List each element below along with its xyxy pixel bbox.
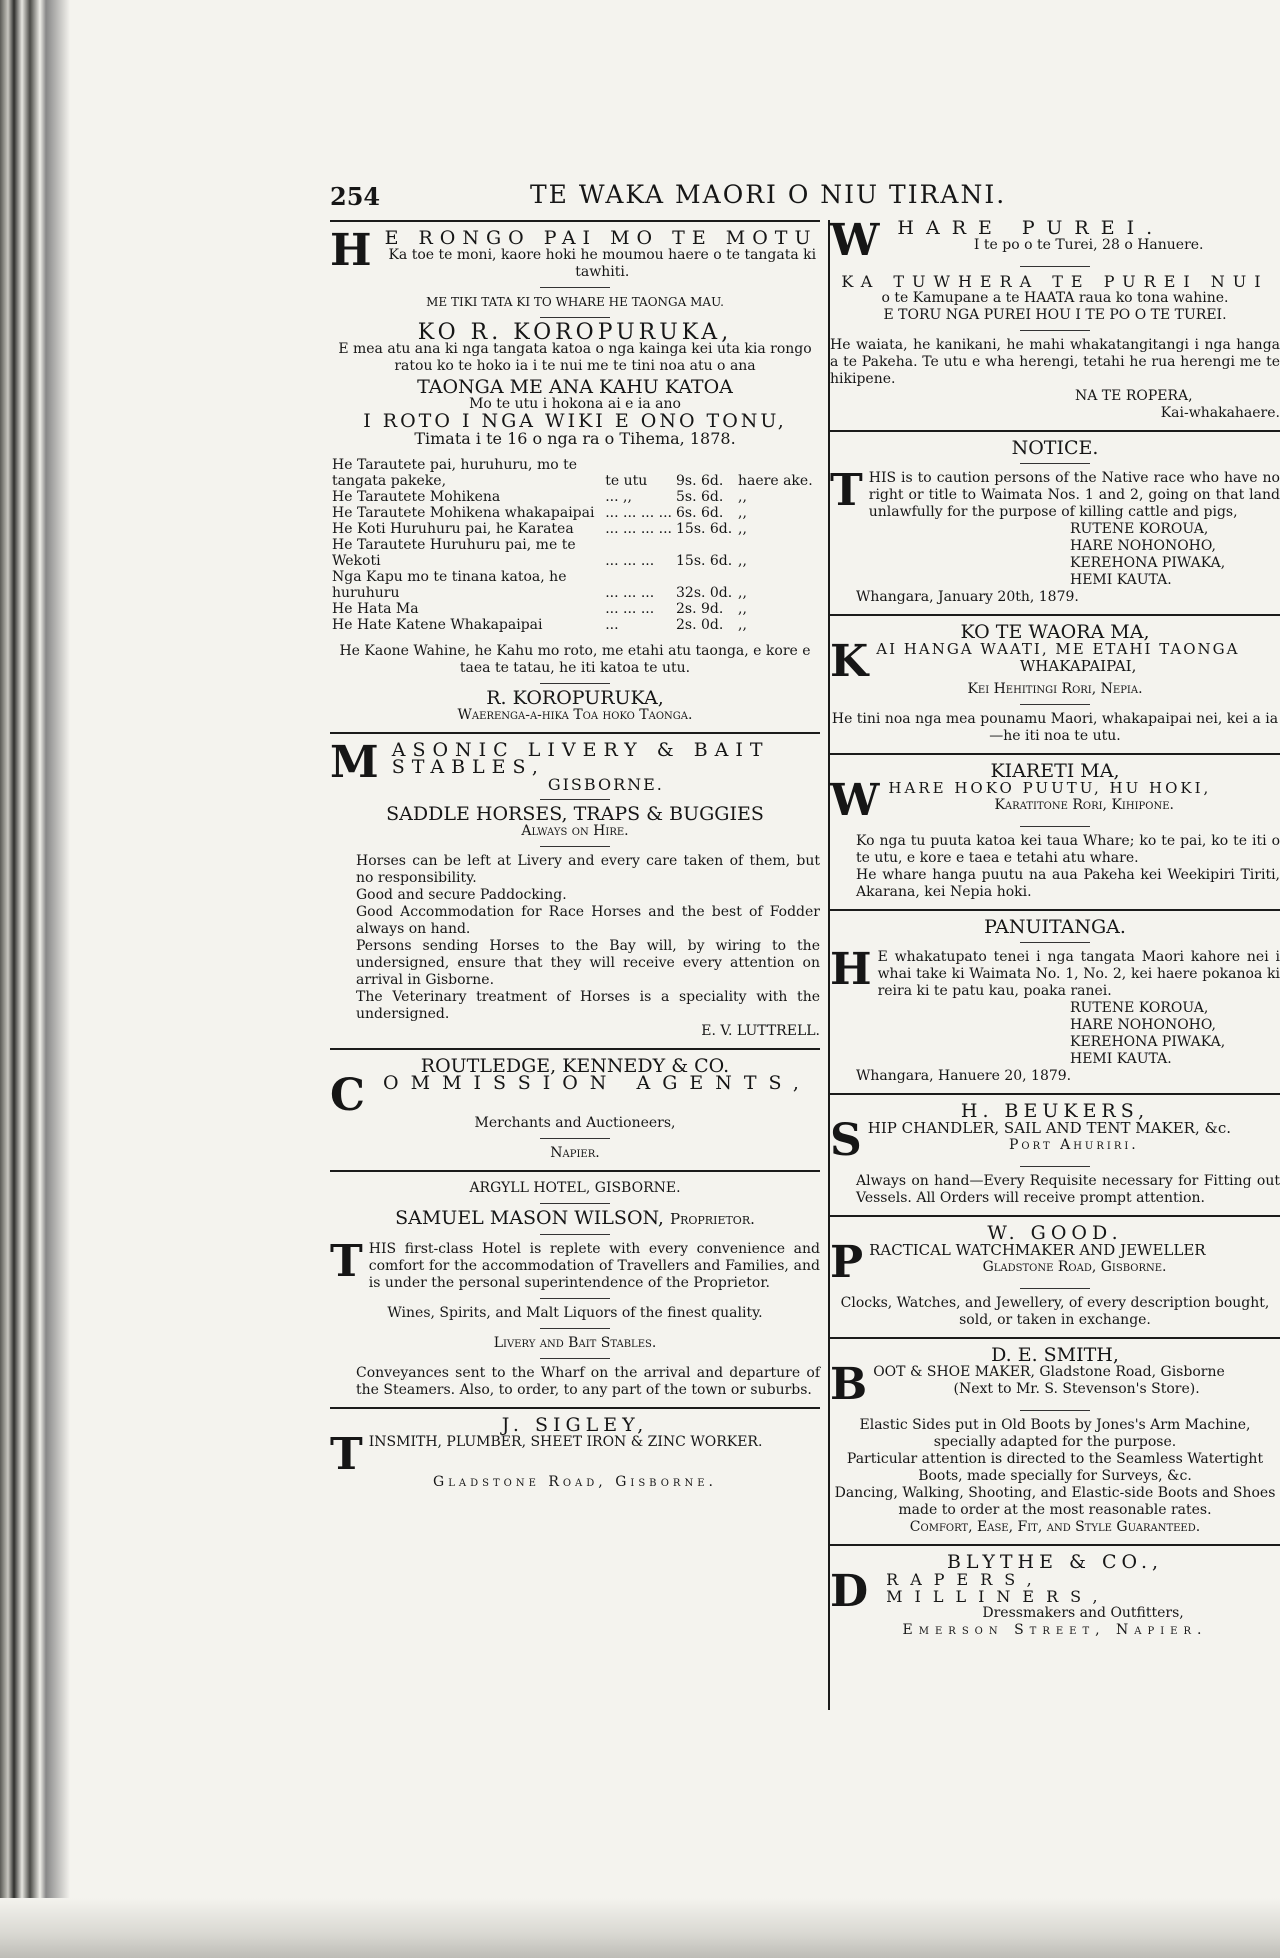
page-binding-edge (0, 0, 92, 1958)
signatory: RUTENE KOROUA, (1070, 1000, 1209, 1016)
notice-title: NOTICE. (1011, 437, 1099, 459)
ad-line: HIP CHANDLER, SAIL AND TENT MAKER, &c. (867, 1119, 1231, 1137)
ad-address: Karatitone Rori, Kihipone. (994, 797, 1174, 813)
ad-title: H. BEUKERS, (960, 1100, 1150, 1122)
ad-line: The Veterinary treatment of Horses is a speciality with the undersigned. (356, 989, 820, 1022)
drop-cap: C (330, 1070, 378, 1121)
ad-title: BLYTHE & CO., (946, 1551, 1164, 1573)
item-note: ,, (738, 601, 747, 617)
item-dots: te utu (605, 473, 648, 489)
ad-body: Ko nga tu puuta katoa kei taua Whare; ko te pai, ko te iti o te utu, e kore e taea e tetahi atu whare. (856, 833, 1280, 866)
item-price: 32s. 0d. (676, 585, 733, 601)
page-number: 254 (330, 182, 381, 211)
right-column (830, 215, 1280, 1639)
signatory: HEMI KAUTA. (1070, 572, 1172, 588)
ad-line: Particular attention is directed to the Seamless Watertight Boots, made specially for Surveys, &c. (846, 1451, 1264, 1484)
drop-cap: T (330, 1429, 363, 1480)
drop-cap: B (830, 1359, 868, 1410)
panui-body: E whakatupato tenei i nga tangata Maori kahore nei i whai take ki Waimata No. 1, No. 2, kei haere pokanoa ki reira ki te patu kau, poaka ranei. (877, 949, 1280, 999)
signatory: KEREHONA PIWAKA, (1070, 1034, 1226, 1050)
ad-line: Merchants and Auctioneers, (474, 1115, 676, 1131)
item-note: ,, (738, 521, 747, 537)
item-name: He Tarautete Huruhuru pai, me te Wekoti (332, 537, 576, 569)
signatory: KEREHONA PIWAKA, (1070, 555, 1226, 571)
notice-body: HIS is to caution persons of the Native race who have no right or title to Waimata Nos. 1 and 2, going on that land unlawfully for the purpose of killing cattle and pigs, (868, 470, 1280, 520)
ad-signature: E. V. LUTTRELL. (701, 1023, 820, 1039)
ad-line: RAPERS, MILLINERS, (886, 1570, 1110, 1606)
ad-body: He waiata, he kanikani, he mahi whakatangitangi i nga hanga a te Pakeha. Te utu e wha herengi, tetahi he rua herengi me te hikipene. (830, 337, 1280, 387)
ad-line: Livery and Bait Stables. (493, 1335, 657, 1351)
drop-cap: W (830, 215, 892, 266)
signatory: HARE NOHONOHO, (1070, 1017, 1216, 1033)
ad-argyll-hotel (330, 1180, 820, 1399)
ad-line: Horses can be left at Livery and every care taken of them, but no responsibility. (356, 853, 820, 886)
item-dots: ... ... ... ... (605, 521, 672, 537)
ad-sign: NA TE ROPERA, (1075, 388, 1193, 404)
ad-sigley (330, 1414, 820, 1491)
ad-title: W. GOOD. (987, 1222, 1123, 1244)
ad-line: Elastic Sides put in Old Boots by Jones's Arm Machine, specially adapted for the purpose. (859, 1417, 1251, 1450)
ad-heading: SADDLE HORSES, TRAPS & BUGGIES (386, 803, 764, 825)
panui-date: Whangara, Hanuere 20, 1879. (856, 1068, 1072, 1084)
ad-masonic-stables (330, 737, 820, 1040)
item-name: He Koti Huruhuru pai, he Karatea (332, 521, 574, 537)
price-row (330, 505, 820, 521)
left-column (330, 220, 830, 1710)
notice (830, 437, 1280, 606)
goods-heading: TAONGA ME ANA KAHU KATOA (417, 376, 733, 398)
price-row (330, 601, 820, 617)
ad-body: He tini noa nga mea pounamu Maori, whakapaipai nei, kei a ia—he iti noa te utu. (831, 711, 1279, 744)
signatory: HEMI KAUTA. (1070, 1051, 1172, 1067)
ad-place: Napier. (550, 1145, 600, 1161)
ad-line: Dancing, Walking, Shooting, and Elastic-side Boots and Shoes made to order at the most reasonable rates. (834, 1485, 1276, 1518)
ad-footer: He Kaone Wahine, he Kahu mo roto, me etahi atu taonga, e kore e taea te tatau, he iti katoa te utu. (339, 643, 811, 676)
ad-sub: o te Kamupane a te HAATA raua ko tona wahine. (881, 290, 1229, 306)
item-price: 15s. 6d. (676, 553, 733, 569)
ad-waora (830, 621, 1280, 745)
proprietor-role: Proprietor. (670, 1210, 755, 1228)
price-row (330, 457, 820, 489)
item-price: 2s. 0d. (676, 617, 724, 633)
item-note: ,, (738, 553, 747, 569)
item-price: 5s. 6d. (676, 489, 724, 505)
start-date: Timata i te 16 o nga ra o Tihema, 1878. (414, 429, 736, 448)
item-dots: ... ,, (605, 489, 632, 505)
item-dots: ... (605, 617, 619, 633)
item-note: ,, (738, 505, 747, 521)
drop-cap: S (830, 1115, 862, 1166)
ad-line: Good and secure Paddocking. (356, 887, 567, 903)
period-heading: I ROTO I NGA WIKI E ONO TONU, (363, 410, 787, 432)
page-bottom-edge (0, 1898, 1280, 1958)
item-price: 6s. 6d. (676, 505, 724, 521)
ad-whare-purei (830, 215, 1280, 422)
drop-cap: P (830, 1237, 864, 1288)
ad-line: (Next to Mr. S. Stevenson's Store). (953, 1381, 1200, 1397)
item-note: ,, (738, 585, 747, 601)
ad-line: Good Accommodation for Race Horses and the best of Fodder always on hand. (356, 904, 820, 937)
item-note: ,, (738, 617, 747, 633)
notice-date: Whangara, January 20th, 1879. (856, 589, 1079, 605)
item-note: ,, (738, 489, 747, 505)
ad-line: RACTICAL WATCHMAKER AND JEWELLER (869, 1241, 1206, 1259)
ad-routledge-kennedy (330, 1055, 820, 1162)
ad-title: KIARETI MA, (990, 760, 1120, 782)
ad-title: ROUTLEDGE, KENNEDY & CO. (420, 1055, 730, 1077)
ad-line: OOT & SHOE MAKER, Gladstone Road, Gisborne (873, 1364, 1225, 1380)
ad-sign-role: Kai-whakahaere. (1160, 405, 1280, 421)
ad-rongo-pai (330, 225, 820, 724)
ad-title: HARE PUREI. (897, 217, 1165, 239)
ad-line: I te po o te Turei, 28 o Hanuere. (973, 237, 1204, 253)
running-title: TE WAKA MAORI O NIU TIRANI. (530, 180, 1007, 209)
panui-title: PANUITANGA. (984, 916, 1126, 938)
price-row (330, 537, 820, 569)
ad-address: Gladstone Road, Gisborne. (982, 1259, 1167, 1275)
ad-line: Conveyances sent to the Wharf on the arrival and departure of the Steamers. Also, to order, to any part of the town or suburbs. (356, 1365, 820, 1398)
drop-cap: D (830, 1566, 881, 1617)
ad-address: Emerson Street, Napier. (902, 1622, 1208, 1638)
ad-line: Persons sending Horses to the Bay will, by wiring to the undersigned, ensure that they will receive every attention on arrival in Gisborne. (356, 938, 820, 988)
ad-place: GISBORNE. (547, 775, 664, 794)
ad-title: KO TE WAORA MA, (960, 621, 1150, 643)
item-price: 2s. 9d. (676, 601, 724, 617)
ad-body: HIS first-class Hotel is replete with every convenience and comfort for the accommodation of Travellers and Families, and is under the personal superintendence of the Proprietor. (368, 1241, 820, 1291)
item-dots: ... ... ... (605, 585, 655, 601)
item-name: He Hate Katene Whakapaipai (332, 617, 543, 633)
sign-name: R. KOROPURUKA, (486, 687, 664, 709)
ad-w-good (830, 1222, 1280, 1329)
ad-line: OMMISSION AGENTS, (383, 1072, 811, 1094)
ad-subtitle: Ka toe te moni, kaore hoki he moumou haere o te tangata ki tawhiti. (388, 247, 817, 280)
item-name: He Tarautete Mohikena (332, 489, 501, 505)
ad-title: ARGYLL HOTEL, GISBORNE. (469, 1180, 681, 1196)
item-name: He Tarautete Mohikena whakapaipai (332, 505, 595, 521)
ad-address: Kei Hehitingi Rori, Nepia. (967, 681, 1143, 697)
item-note: haere ake. (738, 473, 813, 489)
ad-line: WHAKAPAIPAI, (1019, 657, 1137, 675)
price-row (330, 489, 820, 505)
item-name: Nga Kapu mo te tinana katoa, he huruhuru (332, 569, 567, 601)
ad-heading: KA TUWHERA TE PUREI NUI (841, 272, 1269, 291)
price-row (330, 569, 820, 601)
drop-cap: T (330, 1236, 363, 1287)
ad-line: Wines, Spirits, and Malt Liquors of the finest quality. (387, 1305, 763, 1321)
ad-line: INSMITH, PLUMBER, SHEET IRON & ZINC WORKER. (368, 1434, 763, 1450)
goods-sub: Mo te utu i hokona ai e ia ano (469, 396, 681, 412)
item-dots: ... ... ... (605, 601, 655, 617)
ad-place: Port Ahuriri. (1009, 1137, 1139, 1153)
item-name: He Hata Ma (332, 601, 419, 617)
ad-de-smith (830, 1344, 1280, 1536)
sign-title: Waerenga-a-hika Toa hoko Taonga. (457, 707, 693, 723)
panuitanga (830, 916, 1280, 1085)
ad-line: AI HANGA WAATI, ME ETAHI TAONGA (876, 640, 1240, 658)
ad-title: E RONGO PAI MO TE MOTU (384, 227, 818, 249)
ad-body: He whare hanga puutu na aua Pakeha kei Weekipiri Tiriti, Akarana, kei Nepia hoki. (856, 867, 1280, 900)
ad-line: Dressmakers and Outfitters, (982, 1605, 1184, 1621)
item-name: He Tarautete pai, huruhuru, mo te tangata pakeke, (332, 457, 578, 489)
ad-kiareti (830, 760, 1280, 901)
ad-title: ASONIC LIVERY & BAIT STABLES, (391, 739, 770, 778)
ad-sub: Always on Hire. (521, 823, 629, 839)
drop-cap: K (830, 636, 871, 687)
price-row (330, 617, 820, 633)
item-price: 9s. 6d. (676, 473, 724, 489)
signatory: HARE NOHONOHO, (1070, 538, 1216, 554)
ad-address: Gladstone Road, Gisborne. (433, 1474, 717, 1490)
ad-extra: E TORU NGA PUREI HOU I TE PO O TE TUREI. (883, 307, 1227, 323)
ad-motto: Comfort, Ease, Fit, and Style Guaranteed. (909, 1519, 1201, 1535)
ad-intro: E mea atu ana ki nga tangata katoa o nga kainga kei uta kia rongo ratou ko te hoko ia i te nui me te tini noa atu o ana (338, 341, 812, 374)
drop-cap: M (330, 737, 386, 788)
item-dots: ... ... ... (605, 553, 655, 569)
ad-beukers (830, 1100, 1280, 1207)
item-price: 15s. 6d. (676, 521, 733, 537)
ad-title: J. SIGLEY, (501, 1414, 649, 1436)
page-header (330, 172, 1280, 212)
ad-line: HARE HOKO PUUTU, HU HOKI, (888, 779, 1212, 797)
ad-tagline: ME TIKI TATA KI TO WHARE HE TAONGA MAU. (426, 295, 724, 309)
drop-cap: T (830, 465, 863, 516)
drop-cap: W (830, 775, 883, 826)
signatory: RUTENE KOROUA, (1070, 521, 1209, 537)
price-list (330, 457, 820, 633)
ad-title: D. E. SMITH, (991, 1344, 1119, 1366)
ad-body: Clocks, Watches, and Jewellery, of every description bought, sold, or taken in exchange. (840, 1295, 1270, 1328)
drop-cap: H (830, 944, 872, 995)
price-row (330, 521, 820, 537)
drop-cap: H (330, 225, 379, 276)
ad-body: Always on hand—Every Requisite necessary for Fitting out Vessels. All Orders will receive prompt attention. (856, 1173, 1280, 1206)
item-dots: ... ... ... ... (605, 505, 672, 521)
ad-blythe (830, 1551, 1280, 1639)
proprietor-name: SAMUEL MASON WILSON, (395, 1207, 664, 1229)
merchant-name: KO R. KOROPURUKA, (417, 320, 733, 345)
